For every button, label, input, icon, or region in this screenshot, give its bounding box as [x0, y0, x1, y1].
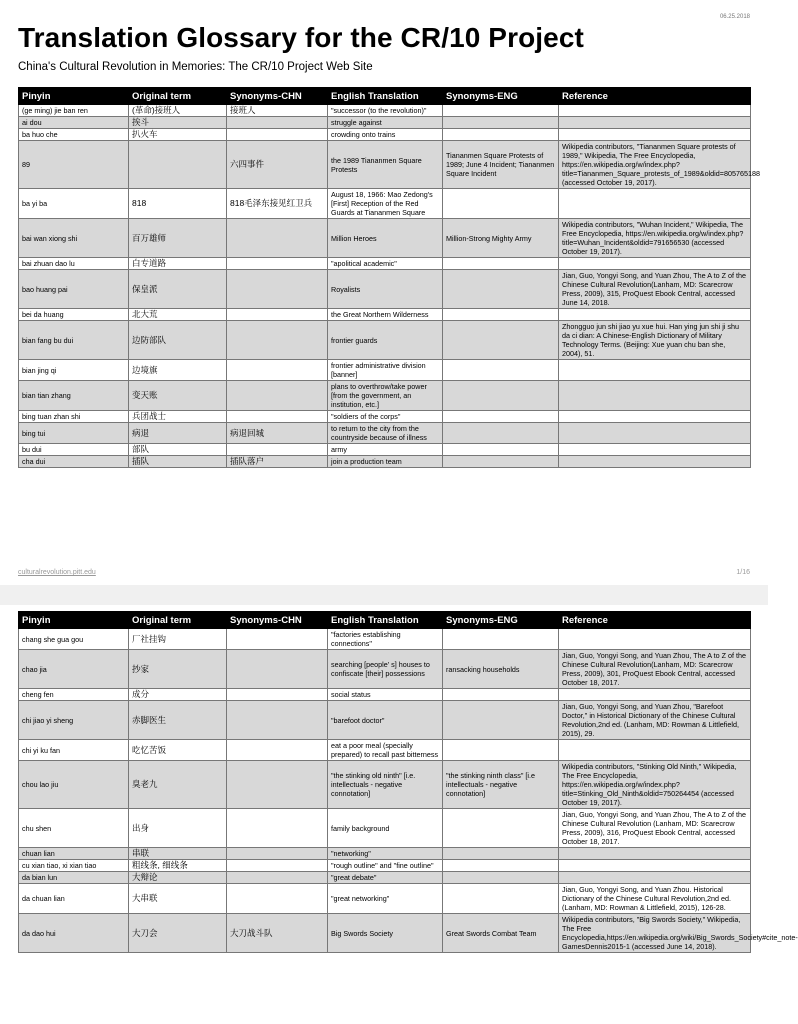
synonyms-chn-cell — [227, 809, 328, 848]
pinyin-cell: chi jiao yi sheng — [19, 701, 129, 740]
table-row — [19, 689, 751, 701]
original-term-cell — [129, 141, 227, 189]
pinyin-cell: chu shen — [19, 809, 129, 848]
original-term-cell: 边防部队 — [129, 321, 227, 360]
english-translation-cell: frontier guards — [328, 321, 443, 360]
synonyms-eng-cell — [443, 884, 559, 914]
english-translation-cell: frontier administrative division [banner] — [328, 360, 443, 381]
original-term-cell: 赤脚医生 — [129, 701, 227, 740]
table-row — [19, 848, 751, 860]
synonyms-chn-cell — [227, 848, 328, 860]
pinyin-cell: 89 — [19, 141, 129, 189]
synonyms-chn-cell — [227, 701, 328, 740]
table-row — [19, 809, 751, 848]
pinyin-cell: bei da huang — [19, 309, 129, 321]
synonyms-eng-cell — [443, 129, 559, 141]
pinyin-cell: ai dou — [19, 117, 129, 129]
synonyms-eng-cell: Tiananmen Square Protests of 1989; June 4 Incident; Tiananmen Square Incident — [443, 141, 559, 189]
page-title: Translation Glossary for the CR/10 Project — [18, 22, 584, 53]
synonyms-chn-cell — [227, 270, 328, 309]
synonyms-chn-cell: 插队落户 — [227, 456, 328, 468]
original-term-cell: (革命)接班人 — [129, 105, 227, 117]
synonyms-eng-cell: ransacking households — [443, 650, 559, 689]
synonyms-chn-cell — [227, 381, 328, 411]
pinyin-cell: bao huang pai — [19, 270, 129, 309]
synonyms-chn-cell — [227, 360, 328, 381]
synonyms-eng-cell — [443, 701, 559, 740]
original-term-cell: 边境旗 — [129, 360, 227, 381]
original-term-cell: 吃忆苦饭 — [129, 740, 227, 761]
synonyms-eng-cell — [443, 848, 559, 860]
table-row — [19, 189, 751, 219]
reference-cell — [559, 444, 751, 456]
synonyms-eng-cell — [443, 117, 559, 129]
table-row — [19, 860, 751, 872]
table-row — [19, 650, 751, 689]
column-header-reference: Reference — [559, 612, 751, 629]
english-translation-cell: "great debate" — [328, 872, 443, 884]
synonyms-eng-cell — [443, 629, 559, 650]
synonyms-eng-cell — [443, 309, 559, 321]
synonyms-chn-cell — [227, 761, 328, 809]
reference-cell — [559, 629, 751, 650]
pinyin-cell: ba yi ba — [19, 189, 129, 219]
pinyin-cell: (ge ming) jie ban ren — [19, 105, 129, 117]
english-translation-cell: the 1989 Tiananmen Square Protests — [328, 141, 443, 189]
table-header-row — [19, 88, 751, 105]
reference-cell — [559, 860, 751, 872]
synonyms-eng-cell — [443, 444, 559, 456]
original-term-cell: 串联 — [129, 848, 227, 860]
original-term-cell: 抄家 — [129, 650, 227, 689]
pinyin-cell: bing tuan zhan shi — [19, 411, 129, 423]
english-translation-cell: Million Heroes — [328, 219, 443, 258]
original-term-cell: 白专道路 — [129, 258, 227, 270]
english-translation-cell: Royalists — [328, 270, 443, 309]
table-row — [19, 740, 751, 761]
original-term-cell: 挨斗 — [129, 117, 227, 129]
synonyms-chn-cell — [227, 321, 328, 360]
english-translation-cell: searching [people' s] houses to confiscate [their] possessions — [328, 650, 443, 689]
pinyin-cell: chou lao jiu — [19, 761, 129, 809]
table-row — [19, 270, 751, 309]
table-row — [19, 381, 751, 411]
pinyin-cell: da chuan lian — [19, 884, 129, 914]
reference-cell — [559, 105, 751, 117]
original-term-cell: 大串联 — [129, 884, 227, 914]
english-translation-cell: "apolitical academic" — [328, 258, 443, 270]
table-row — [19, 129, 751, 141]
glossary-table-page-2 — [18, 611, 798, 953]
table-row — [19, 411, 751, 423]
english-translation-cell: social status — [328, 689, 443, 701]
english-translation-cell: crowding onto trains — [328, 129, 443, 141]
english-translation-cell: plans to overthrow/take power [from the government, an institution, etc.] — [328, 381, 443, 411]
synonyms-chn-cell — [227, 219, 328, 258]
synonyms-eng-cell: Great Swords Combat Team — [443, 914, 559, 953]
table-row — [19, 321, 751, 360]
reference-cell — [559, 309, 751, 321]
synonyms-eng-cell — [443, 456, 559, 468]
original-term-cell: 出身 — [129, 809, 227, 848]
original-term-cell: 保皇派 — [129, 270, 227, 309]
reference-cell: Zhongguo jun shi jiao yu xue hui. Han ying jun shi ji shu da ci dian: A Chinese-English Dictionary of Military Technology Terms. (Beijing: Xue yuan chu ban she, 2004), 51. — [559, 321, 751, 360]
table-row — [19, 258, 751, 270]
table-row — [19, 105, 751, 117]
reference-cell: Jian, Guo, Yongyi Song, and Yuan Zhou, "Barefoot Doctor," in Historical Dictionary of the Chinese Cultural Revolution,2nd ed. (Lanham, MD: Rowman & Littlefield, 2015), 29. — [559, 701, 751, 740]
synonyms-eng-cell — [443, 809, 559, 848]
original-term-cell: 大辩论 — [129, 872, 227, 884]
pinyin-cell: bu dui — [19, 444, 129, 456]
pinyin-cell: chao jia — [19, 650, 129, 689]
english-translation-cell: army — [328, 444, 443, 456]
synonyms-eng-cell: "the stinking ninth class" [i.e intellectuals - negative connotation] — [443, 761, 559, 809]
synonyms-chn-cell — [227, 258, 328, 270]
original-term-cell: 成分 — [129, 689, 227, 701]
pinyin-cell: da dao hui — [19, 914, 129, 953]
pinyin-cell: bai zhuan dao lu — [19, 258, 129, 270]
synonyms-eng-cell — [443, 270, 559, 309]
synonyms-chn-cell — [227, 444, 328, 456]
synonyms-chn-cell — [227, 117, 328, 129]
reference-cell — [559, 740, 751, 761]
english-translation-cell: struggle against — [328, 117, 443, 129]
original-term-cell: 兵团战士 — [129, 411, 227, 423]
synonyms-chn-cell — [227, 872, 328, 884]
original-term-cell: 百万雄师 — [129, 219, 227, 258]
pinyin-cell: bian jing qi — [19, 360, 129, 381]
original-term-cell: 粗线条, 细线条 — [129, 860, 227, 872]
english-translation-cell: August 18, 1966: Mao Zedong's [First] Reception of the Red Guards at Tiananmen Square — [328, 189, 443, 219]
table-header-row — [19, 612, 751, 629]
table-row — [19, 117, 751, 129]
table-row — [19, 141, 751, 189]
reference-cell: Jian, Guo, Yongyi Song, and Yuan Zhou. Historical Dictionary of the Chinese Cultural Revolution,2nd ed. (Lanham, MD: Rowman & Littlefield, 2015), 126-28. — [559, 884, 751, 914]
page-subtitle: China's Cultural Revolution in Memories: The CR/10 Project Web Site — [18, 61, 373, 73]
synonyms-eng-cell — [443, 258, 559, 270]
synonyms-chn-cell — [227, 650, 328, 689]
reference-cell: Jian, Guo, Yongyi Song, and Yuan Zhou, The A to Z of the Chinese Cultural Revolution (Lanham, MD: Scarecrow Press, 2009), 316, ProQuest Ebook Central, accessed October 18, 2017. — [559, 809, 751, 848]
english-translation-cell: Big Swords Society — [328, 914, 443, 953]
table-row — [19, 872, 751, 884]
reference-cell — [559, 848, 751, 860]
column-header-reference: Reference — [559, 88, 751, 105]
synonyms-eng-cell — [443, 860, 559, 872]
english-translation-cell: "factories establishing connections" — [328, 629, 443, 650]
table-row — [19, 456, 751, 468]
synonyms-eng-cell — [443, 321, 559, 360]
synonyms-chn-cell — [227, 689, 328, 701]
pinyin-cell: chuan lian — [19, 848, 129, 860]
pinyin-cell: bian tian zhang — [19, 381, 129, 411]
synonyms-eng-cell — [443, 381, 559, 411]
synonyms-eng-cell — [443, 189, 559, 219]
table-row — [19, 309, 751, 321]
english-translation-cell: the Great Northern Wilderness — [328, 309, 443, 321]
original-term-cell: 818 — [129, 189, 227, 219]
pinyin-cell: bing tui — [19, 423, 129, 444]
reference-cell — [559, 189, 751, 219]
english-translation-cell: "soldiers of the corps" — [328, 411, 443, 423]
pinyin-cell: bian fang bu dui — [19, 321, 129, 360]
reference-cell: Wikipedia contributors, "Big Swords Society," Wikipedia, The Free Encyclopedia,https://en.wikipedia.org/wiki/Big_Swords_Society#cite_note-GamesDennis2015-1 (accessed June 14, 2018). — [559, 914, 751, 953]
synonyms-chn-cell — [227, 629, 328, 650]
page-separator — [0, 585, 768, 605]
reference-cell — [559, 689, 751, 701]
reference-cell — [559, 129, 751, 141]
synonyms-eng-cell — [443, 411, 559, 423]
synonyms-eng-cell — [443, 105, 559, 117]
reference-cell — [559, 258, 751, 270]
english-translation-cell: join a production team — [328, 456, 443, 468]
reference-cell: Wikipedia contributors, "Tiananmen Square protests of 1989," Wikipedia, The Free Encyclopedia, https://en.wikipedia.org/w/index.php?title=Tiananmen_Square_protests_of_1989&oldid=805765188 (accessed October 19, 2017). — [559, 141, 751, 189]
pinyin-cell: ba huo che — [19, 129, 129, 141]
table-row — [19, 629, 751, 650]
original-term-cell: 变天账 — [129, 381, 227, 411]
pinyin-cell: da bian lun — [19, 872, 129, 884]
english-translation-cell: eat a poor meal (specially prepared) to recall past bitterness — [328, 740, 443, 761]
site-link[interactable]: culturalrevolution.pitt.edu — [18, 569, 96, 576]
pinyin-cell: bai wan xiong shi — [19, 219, 129, 258]
english-translation-cell: "rough outline" and "fine outline" — [328, 860, 443, 872]
original-term-cell: 插队 — [129, 456, 227, 468]
synonyms-eng-cell — [443, 423, 559, 444]
column-header-english-translation: English Translation — [328, 88, 443, 105]
pinyin-cell: chi yi ku fan — [19, 740, 129, 761]
original-term-cell: 病退 — [129, 423, 227, 444]
synonyms-chn-cell: 接班人 — [227, 105, 328, 117]
table-row — [19, 701, 751, 740]
table-row — [19, 423, 751, 444]
english-translation-cell: "the stinking old ninth" [i.e. intellectuals - negative connotation] — [328, 761, 443, 809]
table-row — [19, 884, 751, 914]
synonyms-chn-cell: 六四事件 — [227, 141, 328, 189]
reference-cell — [559, 360, 751, 381]
pinyin-cell: chang she gua gou — [19, 629, 129, 650]
reference-cell — [559, 381, 751, 411]
column-header-english-translation: English Translation — [328, 612, 443, 629]
original-term-cell: 扒火车 — [129, 129, 227, 141]
synonyms-chn-cell — [227, 860, 328, 872]
synonyms-eng-cell — [443, 872, 559, 884]
english-translation-cell: "successor (to the revolution)" — [328, 105, 443, 117]
reference-cell — [559, 423, 751, 444]
original-term-cell: 臭老九 — [129, 761, 227, 809]
column-header-original-term: Original term — [129, 88, 227, 105]
reference-cell — [559, 117, 751, 129]
synonyms-chn-cell — [227, 740, 328, 761]
table-row — [19, 444, 751, 456]
synonyms-eng-cell — [443, 360, 559, 381]
pinyin-cell: cheng fen — [19, 689, 129, 701]
column-header-synonyms-eng: Synonyms-ENG — [443, 88, 559, 105]
synonyms-eng-cell — [443, 689, 559, 701]
synonyms-chn-cell: 818毛泽东接见红卫兵 — [227, 189, 328, 219]
synonyms-chn-cell — [227, 411, 328, 423]
print-date: 06.25.2018 — [719, 14, 750, 20]
column-header-synonyms-chn: Synonyms-CHN — [227, 88, 328, 105]
english-translation-cell: to return to the city from the countryside because of illness — [328, 423, 443, 444]
synonyms-chn-cell — [227, 884, 328, 914]
original-term-cell: 北大荒 — [129, 309, 227, 321]
table-row — [19, 761, 751, 809]
table-row — [19, 219, 751, 258]
reference-cell: Wikipedia contributors, "Stinking Old Ninth," Wikipedia, The Free Encyclopedia, https://en.wikipedia.org/w/index.php?title=Stinking_Old_Ninth&oldid=750264454 (accessed October 19, 2017). — [559, 761, 751, 809]
page-number: 1/16 — [736, 569, 750, 576]
column-header-pinyin: Pinyin — [19, 88, 129, 105]
column-header-pinyin: Pinyin — [19, 612, 129, 629]
synonyms-chn-cell — [227, 309, 328, 321]
reference-cell: Jian, Guo, Yongyi Song, and Yuan Zhou, The A to Z of the Chinese Cultural Revolution(Lanham, MD: Scarecrow Press, 2009), 315, ProQuest Ebook Central, accessed June 14, 2018. — [559, 270, 751, 309]
table-row — [19, 914, 751, 953]
synonyms-eng-cell: Million-Strong Mighty Army — [443, 219, 559, 258]
english-translation-cell: "barefoot doctor" — [328, 701, 443, 740]
original-term-cell: 部队 — [129, 444, 227, 456]
reference-cell: Wikipedia contributors, "Wuhan Incident," Wikipedia, The Free Encyclopedia, https://en.wikipedia.org/w/index.php?title=Wuhan_Incident&oldid=791656530 (accessed October 19, 2017). — [559, 219, 751, 258]
synonyms-eng-cell — [443, 740, 559, 761]
glossary-table-page-1 — [18, 87, 760, 468]
reference-cell — [559, 456, 751, 468]
english-translation-cell: "great networking" — [328, 884, 443, 914]
pinyin-cell: cu xian tiao, xi xian tiao — [19, 860, 129, 872]
reference-cell — [559, 411, 751, 423]
original-term-cell: 厂社挂钩 — [129, 629, 227, 650]
reference-cell: Jian, Guo, Yongyi Song, and Yuan Zhou, The A to Z of the Chinese Cultural Revolution(Lanham, MD: Scarecrow Press, 2009), 301, ProQuest Ebook Central, accessed October 18, 2017. — [559, 650, 751, 689]
reference-cell — [559, 872, 751, 884]
synonyms-chn-cell: 病退回城 — [227, 423, 328, 444]
synonyms-chn-cell — [227, 129, 328, 141]
column-header-synonyms-eng: Synonyms-ENG — [443, 612, 559, 629]
column-header-original-term: Original term — [129, 612, 227, 629]
synonyms-chn-cell: 大刀战斗队 — [227, 914, 328, 953]
column-header-synonyms-chn: Synonyms-CHN — [227, 612, 328, 629]
english-translation-cell: family background — [328, 809, 443, 848]
original-term-cell: 大刀会 — [129, 914, 227, 953]
english-translation-cell: "networking" — [328, 848, 443, 860]
table-row — [19, 360, 751, 381]
pinyin-cell: cha dui — [19, 456, 129, 468]
